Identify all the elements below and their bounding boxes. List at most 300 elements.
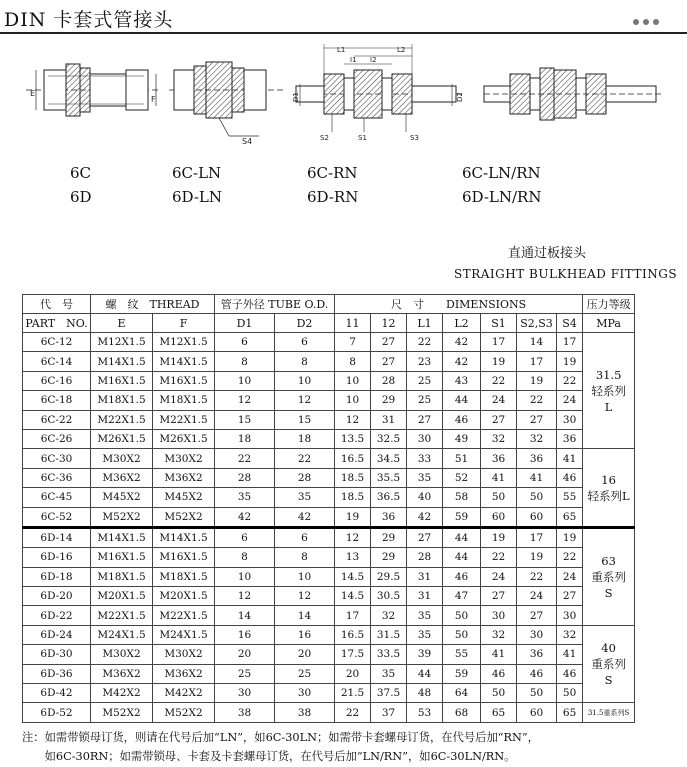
table-cell: 32 bbox=[557, 625, 583, 644]
table-cell: M22X1.5 bbox=[91, 410, 153, 429]
col-l1-header: L1 bbox=[407, 314, 443, 333]
table-cell: 17 bbox=[517, 527, 557, 547]
table-cell: 46 bbox=[557, 664, 583, 683]
caption-6d: 6D bbox=[70, 188, 92, 206]
table-cell: 59 bbox=[443, 507, 481, 527]
col-thread-header: 螺 纹 THREAD bbox=[91, 295, 215, 314]
table-cell: 20 bbox=[335, 664, 371, 683]
pressure-cell bbox=[583, 333, 635, 449]
table-cell: M45X2 bbox=[91, 488, 153, 507]
table-cell: 41 bbox=[557, 645, 583, 664]
table-cell: M16X1.5 bbox=[91, 548, 153, 567]
table-row bbox=[23, 645, 635, 664]
table-cell: M18X1.5 bbox=[153, 391, 215, 410]
pressure-mpa: 40 bbox=[601, 641, 616, 656]
table-cell: 60 bbox=[517, 703, 557, 722]
table-cell: 44 bbox=[443, 548, 481, 567]
pressure-series: 轻系列 bbox=[591, 383, 626, 398]
table-cell: 8 bbox=[275, 352, 335, 371]
table-cell: 22 bbox=[335, 703, 371, 722]
pressure-series: 重系列 bbox=[591, 657, 626, 672]
table-cell: 64 bbox=[443, 684, 481, 703]
table-cell: 25 bbox=[407, 391, 443, 410]
table-cell: 32 bbox=[517, 429, 557, 448]
pressure-mpa: 31.5重系列S bbox=[587, 708, 630, 717]
pressure-cell bbox=[583, 449, 635, 528]
table-cell: 46 bbox=[443, 567, 481, 586]
table-cell: 42 bbox=[275, 507, 335, 527]
table-cell: 24 bbox=[557, 567, 583, 586]
table-cell: 38 bbox=[275, 703, 335, 722]
dim-s2-label: S2 bbox=[320, 134, 329, 142]
table-cell: 27 bbox=[557, 587, 583, 606]
table-cell: 58 bbox=[443, 488, 481, 507]
drawing-6c-ln bbox=[169, 62, 284, 136]
table-cell: M22X1.5 bbox=[153, 410, 215, 429]
table-cell: 8 bbox=[215, 548, 275, 567]
dim-i2-label: I2 bbox=[370, 56, 377, 64]
table-cell: 14.5 bbox=[335, 567, 371, 586]
table-cell: 13.5 bbox=[335, 429, 371, 448]
table-cell: 35 bbox=[275, 488, 335, 507]
table-cell: 34.5 bbox=[371, 449, 407, 468]
col-f-header: F bbox=[153, 314, 215, 333]
table-cell: 47 bbox=[443, 587, 481, 606]
table-cell: 46 bbox=[443, 410, 481, 429]
table-cell: 8 bbox=[335, 352, 371, 371]
drawing-6c-ln-rn bbox=[484, 68, 664, 120]
pressure-mpa: 16 bbox=[601, 472, 616, 487]
table-cell: M14X1.5 bbox=[91, 352, 153, 371]
table-cell: 22 bbox=[275, 449, 335, 468]
table-cell: 12 bbox=[215, 587, 275, 606]
caption-6c-ln: 6C-LN bbox=[172, 164, 222, 182]
table-cell: 30 bbox=[275, 684, 335, 703]
col-pressure-header: 压力等级 bbox=[583, 295, 635, 314]
table-cell: 6C-26 bbox=[23, 429, 91, 448]
table-row bbox=[23, 587, 635, 606]
table-cell: 31.5 bbox=[371, 625, 407, 644]
pressure-code: S bbox=[604, 585, 613, 600]
table-cell: 8 bbox=[275, 548, 335, 567]
table-cell: 22 bbox=[407, 333, 443, 352]
table-cell: 36.5 bbox=[371, 488, 407, 507]
table-row bbox=[23, 625, 635, 644]
table-row bbox=[23, 548, 635, 567]
table-row bbox=[23, 684, 635, 703]
table-cell: M20X1.5 bbox=[91, 587, 153, 606]
table-row bbox=[23, 352, 635, 371]
table-cell: 41 bbox=[481, 468, 517, 487]
table-cell: 24 bbox=[517, 587, 557, 606]
table-cell: M26X1.5 bbox=[91, 429, 153, 448]
caption-6d-rn: 6D-RN bbox=[307, 188, 359, 206]
table-cell: 28 bbox=[275, 468, 335, 487]
table-cell: 10 bbox=[335, 371, 371, 390]
table-cell: 30 bbox=[557, 606, 583, 625]
table-cell: 29 bbox=[371, 391, 407, 410]
table-cell: 18.5 bbox=[335, 488, 371, 507]
table-cell: M14X1.5 bbox=[153, 527, 215, 547]
table-cell: 29 bbox=[371, 527, 407, 547]
header-dots bbox=[633, 10, 673, 20]
table-cell: 32 bbox=[371, 606, 407, 625]
table-cell: 22 bbox=[557, 548, 583, 567]
table-cell: 16 bbox=[275, 625, 335, 644]
table-cell: 22 bbox=[517, 391, 557, 410]
table-cell: M36X2 bbox=[91, 468, 153, 487]
table-cell: 41 bbox=[557, 449, 583, 468]
table-cell: 20 bbox=[215, 645, 275, 664]
table-row bbox=[23, 488, 635, 507]
table-cell: 41 bbox=[481, 645, 517, 664]
table-row bbox=[23, 449, 635, 468]
table-cell: 6C-52 bbox=[23, 507, 91, 527]
dim-l1-label: L1 bbox=[337, 46, 346, 54]
table-cell: 17 bbox=[517, 352, 557, 371]
table-cell: 52 bbox=[443, 468, 481, 487]
pressure-mpa: 31.5 bbox=[595, 367, 622, 382]
table-cell: 65 bbox=[557, 507, 583, 527]
pressure-mpa: 63 bbox=[601, 553, 616, 568]
table-cell: 10 bbox=[275, 567, 335, 586]
table-cell: 6C-12 bbox=[23, 333, 91, 352]
table-cell: 20 bbox=[275, 645, 335, 664]
dim-s4-label: S4 bbox=[242, 137, 253, 146]
table-cell: 6D-22 bbox=[23, 606, 91, 625]
table-cell: 13 bbox=[335, 548, 371, 567]
table-cell: 17 bbox=[335, 606, 371, 625]
drawing-6c-rn bbox=[294, 44, 464, 132]
col-12-header: 12 bbox=[371, 314, 407, 333]
caption-6c-rn: 6C-RN bbox=[307, 164, 358, 182]
table-cell: 14 bbox=[275, 606, 335, 625]
table-cell: 15 bbox=[215, 410, 275, 429]
table-row bbox=[23, 333, 635, 352]
dim-d1-label: D1 bbox=[292, 92, 300, 102]
pressure-series: 重系列 bbox=[591, 569, 626, 584]
col-d1-header: D1 bbox=[215, 314, 275, 333]
col-s4-header: S4 bbox=[557, 314, 583, 333]
table-cell: 31 bbox=[407, 587, 443, 606]
table-cell: 60 bbox=[517, 507, 557, 527]
dim-e-label: E bbox=[30, 89, 36, 98]
table-cell: 7 bbox=[335, 333, 371, 352]
table-cell: 22 bbox=[215, 449, 275, 468]
table-cell: 43 bbox=[443, 371, 481, 390]
col-mpa-header: MPa bbox=[583, 314, 635, 333]
table-cell: 65 bbox=[481, 703, 517, 722]
table-cell: 19 bbox=[557, 527, 583, 547]
table-cell: 31 bbox=[407, 567, 443, 586]
table-cell: 44 bbox=[407, 664, 443, 683]
table-cell: 59 bbox=[443, 664, 481, 683]
table-cell: M16X1.5 bbox=[153, 548, 215, 567]
footnote bbox=[22, 728, 662, 766]
table-cell: M24X1.5 bbox=[91, 625, 153, 644]
table-cell: 12 bbox=[335, 410, 371, 429]
table-cell: 31 bbox=[371, 410, 407, 429]
fitting-drawings bbox=[14, 40, 684, 160]
table-cell: 28 bbox=[215, 468, 275, 487]
pressure-cell bbox=[583, 703, 635, 722]
table-cell: 50 bbox=[443, 606, 481, 625]
table-cell: M26X1.5 bbox=[153, 429, 215, 448]
table-cell: 37.5 bbox=[371, 684, 407, 703]
table-cell: 19 bbox=[557, 352, 583, 371]
table-cell: 6C-14 bbox=[23, 352, 91, 371]
table-row bbox=[23, 606, 635, 625]
footnote-line-2: 如6C-30RN；如需带锁母、卡套及卡套螺母订货，在代号后加“LN/RN”，如6C-30LN/RN。 bbox=[22, 750, 516, 763]
table-cell: 10 bbox=[215, 371, 275, 390]
table-cell: 27 bbox=[481, 587, 517, 606]
table-cell: M22X1.5 bbox=[153, 606, 215, 625]
col-d2-header: D2 bbox=[275, 314, 335, 333]
table-cell: 36 bbox=[517, 449, 557, 468]
table-cell: 16.5 bbox=[335, 625, 371, 644]
table-cell: 16.5 bbox=[335, 449, 371, 468]
table-cell: 10 bbox=[215, 567, 275, 586]
table-cell: M36X2 bbox=[91, 664, 153, 683]
table-cell: M18X1.5 bbox=[91, 567, 153, 586]
table-cell: 27 bbox=[481, 410, 517, 429]
table-cell: 6D-18 bbox=[23, 567, 91, 586]
table-cell: M52X2 bbox=[153, 703, 215, 722]
table-cell: 49 bbox=[443, 429, 481, 448]
table-cell: 17 bbox=[481, 333, 517, 352]
table-cell: 46 bbox=[557, 468, 583, 487]
table-row bbox=[23, 664, 635, 683]
table-cell: 6C-30 bbox=[23, 449, 91, 468]
table-cell: 27 bbox=[517, 606, 557, 625]
table-cell: 32 bbox=[481, 429, 517, 448]
table-cell: 44 bbox=[443, 527, 481, 547]
table-cell: 29 bbox=[371, 548, 407, 567]
table-cell: 19 bbox=[481, 352, 517, 371]
table-cell: 36 bbox=[481, 449, 517, 468]
table-cell: M12X1.5 bbox=[153, 333, 215, 352]
table-cell: 6 bbox=[215, 333, 275, 352]
pressure-cell bbox=[583, 625, 635, 703]
dim-s1-label: S1 bbox=[358, 134, 367, 142]
table-cell: 6D-24 bbox=[23, 625, 91, 644]
table-cell: 12 bbox=[215, 391, 275, 410]
table-cell: 6D-30 bbox=[23, 645, 91, 664]
table-cell: 27 bbox=[517, 410, 557, 429]
table-cell: 42 bbox=[443, 352, 481, 371]
table-cell: M42X2 bbox=[91, 684, 153, 703]
table-cell: 55 bbox=[557, 488, 583, 507]
dim-s3-label: S3 bbox=[410, 134, 419, 142]
table-cell: M30X2 bbox=[91, 645, 153, 664]
col-s1-header: S1 bbox=[481, 314, 517, 333]
table-cell: 35 bbox=[215, 488, 275, 507]
table-cell: M30X2 bbox=[153, 645, 215, 664]
col-dims-header: 尺 寸 DIMENSIONS bbox=[335, 295, 583, 314]
table-cell: 24 bbox=[557, 391, 583, 410]
table-cell: 50 bbox=[517, 684, 557, 703]
caption-6d-ln: 6D-LN bbox=[172, 188, 223, 206]
table-cell: 6D-42 bbox=[23, 684, 91, 703]
table-cell: 35 bbox=[371, 664, 407, 683]
table-cell: 42 bbox=[215, 507, 275, 527]
table-row bbox=[23, 410, 635, 429]
table-cell: 6 bbox=[275, 333, 335, 352]
table-cell: 40 bbox=[407, 488, 443, 507]
table-cell: M52X2 bbox=[91, 507, 153, 527]
caption-6d-ln-rn: 6D-LN/RN bbox=[462, 188, 542, 206]
table-header-row-1 bbox=[23, 295, 635, 314]
table-cell: 6D-52 bbox=[23, 703, 91, 722]
table-cell: 42 bbox=[443, 333, 481, 352]
table-cell: 32 bbox=[481, 625, 517, 644]
table-cell: 22 bbox=[481, 371, 517, 390]
page-header bbox=[0, 0, 687, 34]
table-cell: 14 bbox=[215, 606, 275, 625]
table-cell: 22 bbox=[481, 548, 517, 567]
table-cell: 10 bbox=[335, 391, 371, 410]
table-cell: 30 bbox=[481, 606, 517, 625]
table-cell: 30.5 bbox=[371, 587, 407, 606]
table-cell: 30 bbox=[517, 625, 557, 644]
table-cell: 30 bbox=[557, 410, 583, 429]
table-cell: 24 bbox=[481, 567, 517, 586]
table-cell: 50 bbox=[557, 684, 583, 703]
table-cell: 50 bbox=[481, 684, 517, 703]
table-cell: 25 bbox=[407, 371, 443, 390]
table-cell: 46 bbox=[517, 664, 557, 683]
table-cell: 27 bbox=[371, 333, 407, 352]
table-cell: 29.5 bbox=[371, 567, 407, 586]
table-cell: 44 bbox=[443, 391, 481, 410]
table-cell: M12X1.5 bbox=[91, 333, 153, 352]
table-cell: 48 bbox=[407, 684, 443, 703]
table-cell: 6C-36 bbox=[23, 468, 91, 487]
col-l2-header: L2 bbox=[443, 314, 481, 333]
table-cell: 60 bbox=[481, 507, 517, 527]
table-cell: 6D-14 bbox=[23, 527, 91, 547]
table-cell: 18.5 bbox=[335, 468, 371, 487]
table-row bbox=[23, 507, 635, 527]
table-cell: 6D-36 bbox=[23, 664, 91, 683]
pressure-code: L bbox=[604, 399, 613, 414]
table-cell: 55 bbox=[443, 645, 481, 664]
table-cell: M45X2 bbox=[153, 488, 215, 507]
table-row bbox=[23, 527, 635, 547]
table-cell: 36 bbox=[371, 507, 407, 527]
table-cell: 28 bbox=[407, 548, 443, 567]
table-cell: 6D-20 bbox=[23, 587, 91, 606]
table-cell: M16X1.5 bbox=[153, 371, 215, 390]
pressure-cell bbox=[583, 527, 635, 625]
table-row bbox=[23, 468, 635, 487]
subtitle-en: STRAIGHT BULKHEAD FITTINGS bbox=[454, 267, 678, 281]
table-row bbox=[23, 391, 635, 410]
table-row bbox=[23, 371, 635, 390]
table-cell: 19 bbox=[517, 548, 557, 567]
table-cell: 33 bbox=[407, 449, 443, 468]
table-cell: M52X2 bbox=[91, 703, 153, 722]
table-cell: 36 bbox=[517, 645, 557, 664]
page-title: DIN 卡套式管接头 bbox=[4, 9, 174, 31]
table-cell: 6C-22 bbox=[23, 410, 91, 429]
table-cell: 27 bbox=[407, 410, 443, 429]
table-cell: 30 bbox=[215, 684, 275, 703]
table-cell: 6 bbox=[215, 527, 275, 547]
table-cell: M18X1.5 bbox=[153, 567, 215, 586]
drawing-6c bbox=[26, 64, 159, 116]
col-11-header: 11 bbox=[335, 314, 371, 333]
table-cell: 10 bbox=[275, 371, 335, 390]
table-cell: 12 bbox=[275, 391, 335, 410]
table-cell: 19 bbox=[517, 371, 557, 390]
table-cell: 12 bbox=[275, 587, 335, 606]
table-header-row-2 bbox=[23, 314, 635, 333]
table-cell: 27 bbox=[371, 352, 407, 371]
table-cell: 8 bbox=[215, 352, 275, 371]
table-row bbox=[23, 567, 635, 586]
table-cell: M36X2 bbox=[153, 468, 215, 487]
table-cell: 28 bbox=[371, 371, 407, 390]
table-cell: 68 bbox=[443, 703, 481, 722]
table-cell: M42X2 bbox=[153, 684, 215, 703]
table-cell: 53 bbox=[407, 703, 443, 722]
pressure-series: 轻系列L bbox=[587, 488, 630, 503]
table-cell: 32.5 bbox=[371, 429, 407, 448]
footnote-line-1: 注：如需带锁母订货，则请在代号后加“LN”，如6C-30LN；如需带卡套螺母订货，在代号后加“RN”， bbox=[22, 731, 539, 744]
table-cell: 27 bbox=[407, 527, 443, 547]
spec-table bbox=[22, 294, 635, 723]
table-cell: 41 bbox=[517, 468, 557, 487]
table-cell: 51 bbox=[443, 449, 481, 468]
table-cell: 6 bbox=[275, 527, 335, 547]
table-cell: 21.5 bbox=[335, 684, 371, 703]
table-cell: 39 bbox=[407, 645, 443, 664]
table-cell: M14X1.5 bbox=[91, 527, 153, 547]
table-cell: 6C-16 bbox=[23, 371, 91, 390]
col-s23-header: S2,S3 bbox=[517, 314, 557, 333]
table-cell: 50 bbox=[481, 488, 517, 507]
table-cell: M30X2 bbox=[153, 449, 215, 468]
table-cell: M52X2 bbox=[153, 507, 215, 527]
table-cell: 25 bbox=[215, 664, 275, 683]
table-row bbox=[23, 429, 635, 448]
table-cell: 35.5 bbox=[371, 468, 407, 487]
table-cell: M14X1.5 bbox=[153, 352, 215, 371]
col-part-header: PART NO. bbox=[23, 314, 91, 333]
table-cell: 22 bbox=[517, 567, 557, 586]
table-cell: 38 bbox=[215, 703, 275, 722]
table-cell: 12 bbox=[335, 527, 371, 547]
table-cell: 14 bbox=[517, 333, 557, 352]
table-cell: 17 bbox=[557, 333, 583, 352]
dim-l2-label: L2 bbox=[397, 46, 406, 54]
table-cell: 19 bbox=[335, 507, 371, 527]
table-cell: 35 bbox=[407, 606, 443, 625]
col-code-header: 代 号 bbox=[23, 295, 91, 314]
table-cell: 46 bbox=[481, 664, 517, 683]
table-cell: 37 bbox=[371, 703, 407, 722]
dim-i1-label: I1 bbox=[350, 56, 357, 64]
pressure-code: S bbox=[604, 673, 613, 688]
dim-f-label: F bbox=[151, 95, 156, 104]
table-cell: M16X1.5 bbox=[91, 371, 153, 390]
table-cell: 19 bbox=[481, 527, 517, 547]
table-cell: 18 bbox=[275, 429, 335, 448]
table-cell: 6C-45 bbox=[23, 488, 91, 507]
table-cell: 50 bbox=[517, 488, 557, 507]
table-cell: 35 bbox=[407, 625, 443, 644]
